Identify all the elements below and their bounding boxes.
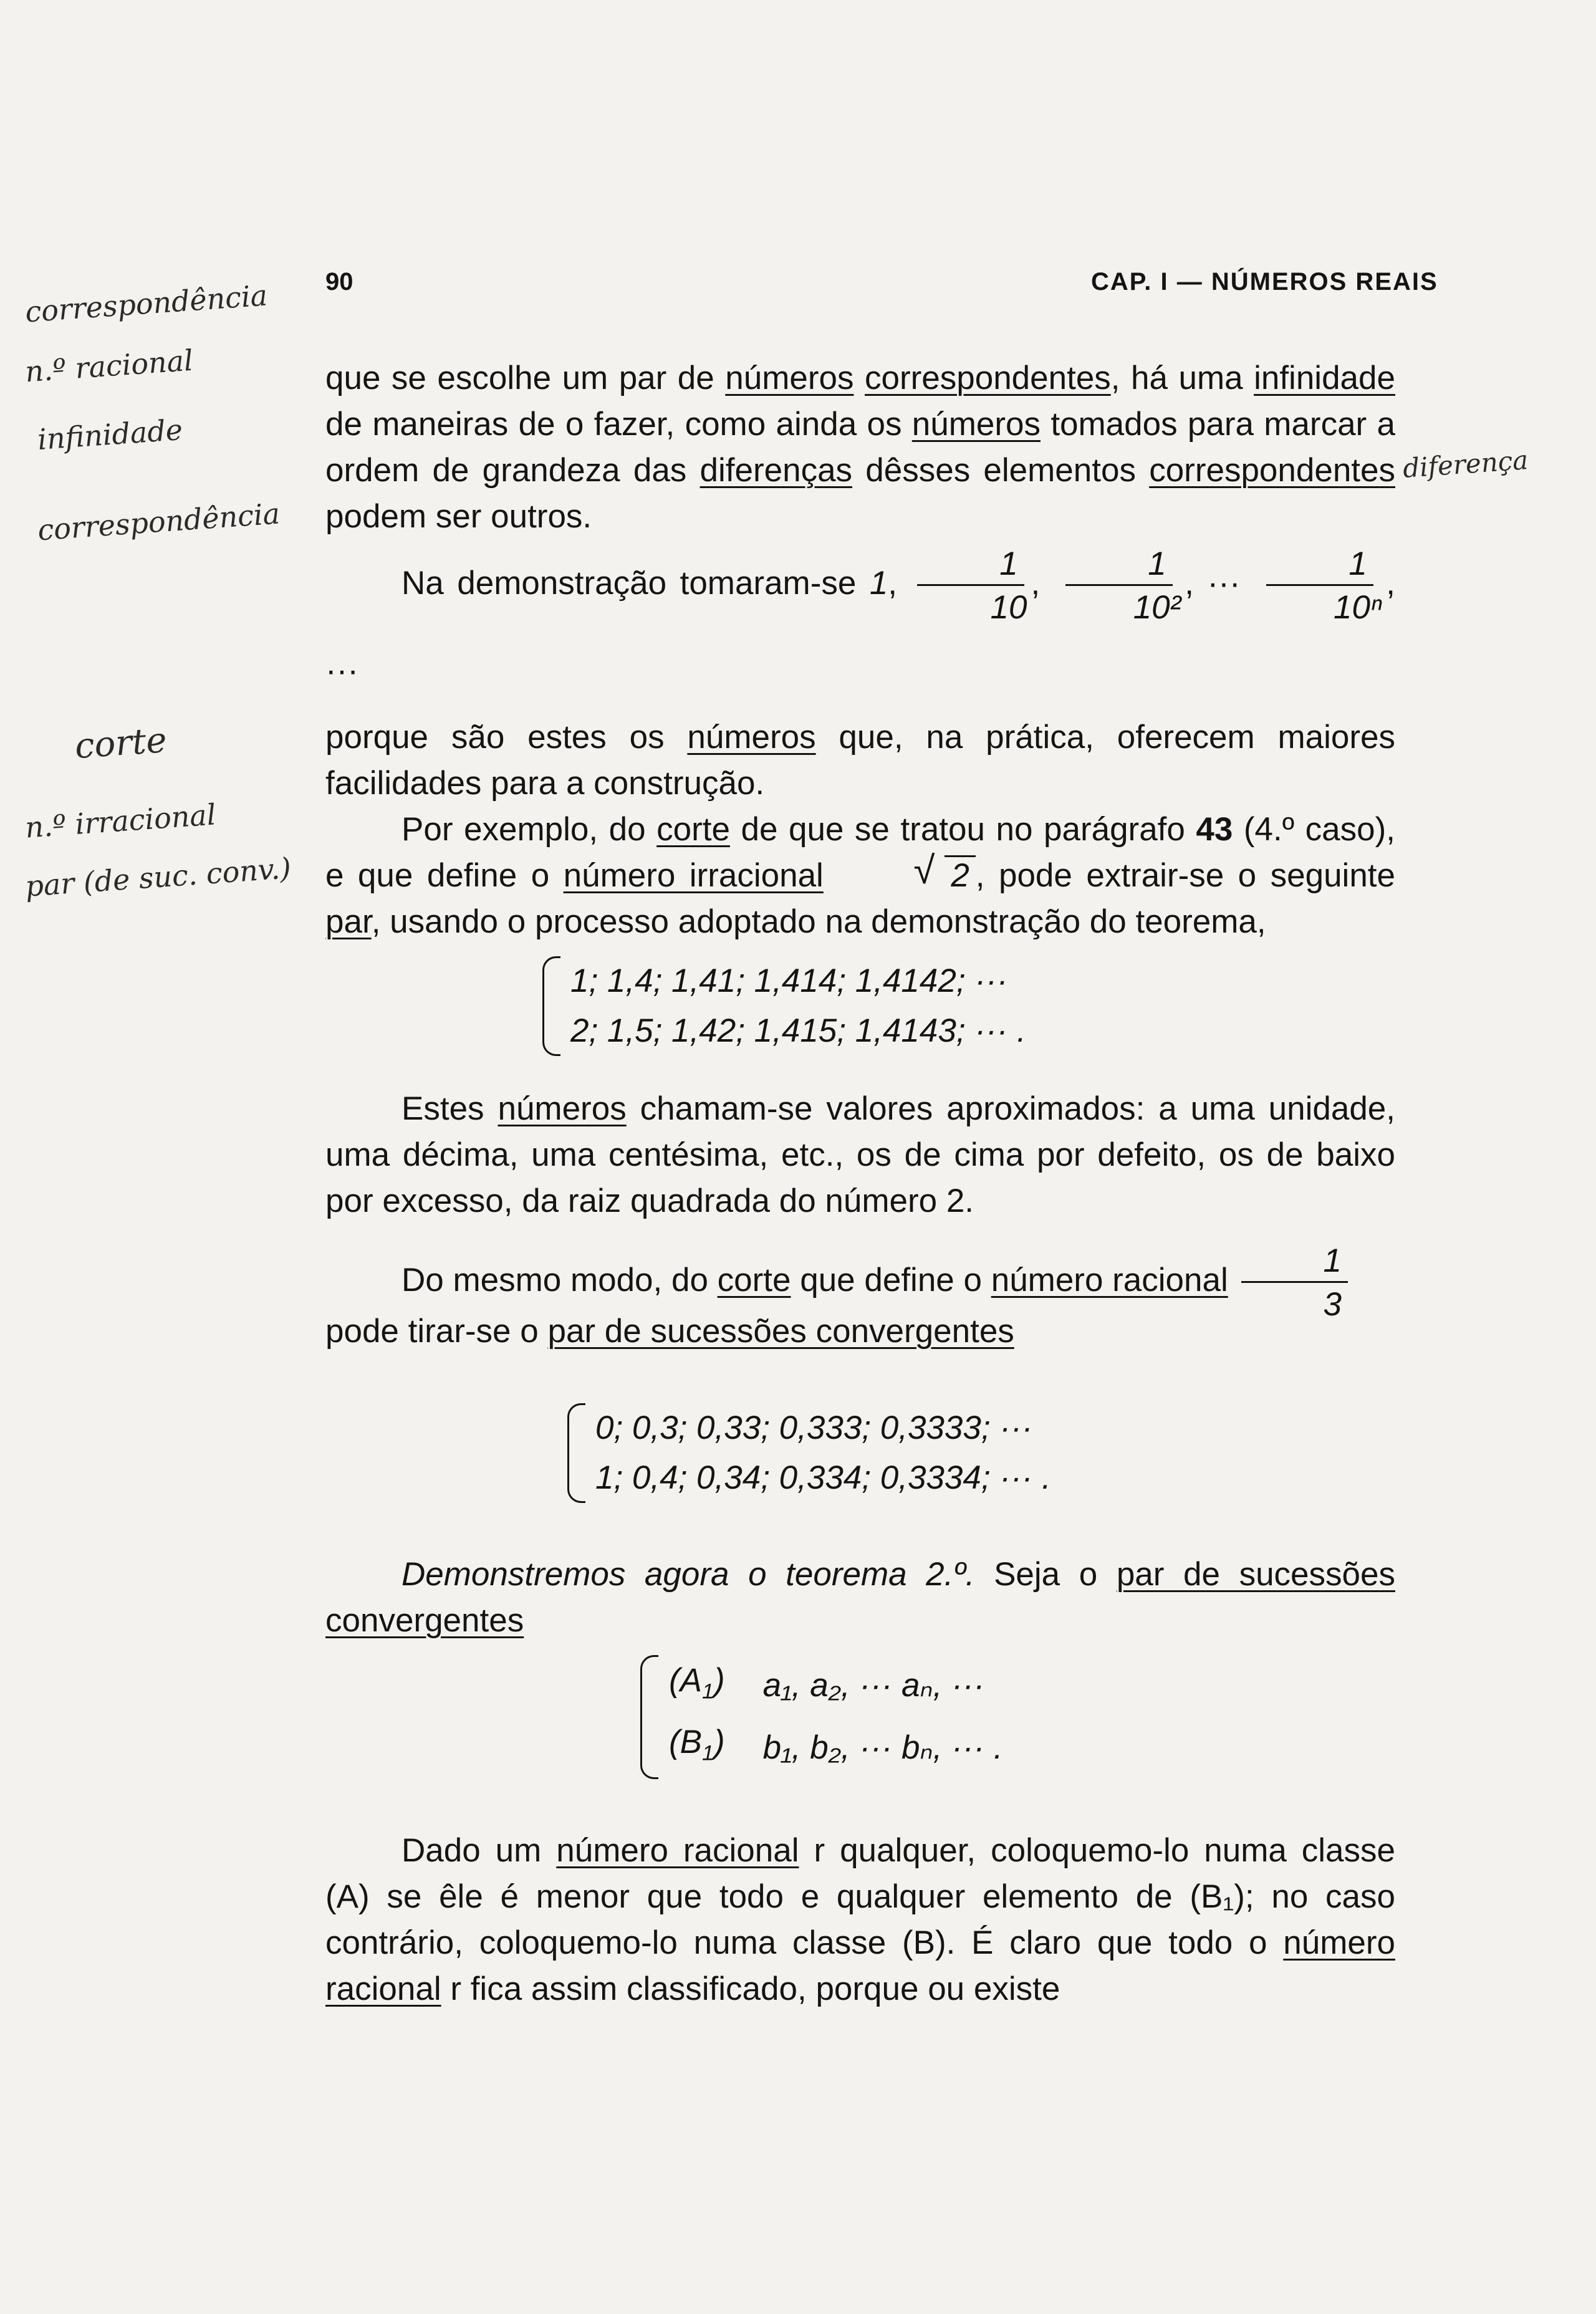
paragraph-1: que se escolhe um par de números correspondentes, há uma infinidade de maneiras de o fazer, como ainda os números tomados para marcar a ordem de grandeza das diferenças dêsses elementos correspondentes podem ser outros. — [325, 360, 1396, 535]
underline-par: par — [325, 903, 372, 940]
paragraph-5: Estes números chamam-se valores aproximados: a uma unidade, uma décima, uma centésima, etc., os de cima por defeito, os de baixo por excesso, da raiz quadrada do número 2. — [325, 1090, 1395, 1219]
underline-par-sucessoes: par de sucessões convergentes — [547, 1312, 1014, 1350]
paragraph-2: Na demonstração tomaram-se 1, $\frac{1}{10}$ , $\frac{1}{\text{10²}}$ , ··· $\frac{1}{\text{10ⁿ}}$ , ··· — [325, 545, 1395, 689]
margin-note-infinidade: infinidade — [36, 412, 184, 457]
underline-numeros-3: números — [687, 719, 816, 756]
left-brace — [542, 956, 560, 1056]
paragraph-4: Por exemplo, do corte de que se tratou no parágrafo 43 (4.º caso), e que define o número irracional √ 2 , pode extrair-se o seguinte par, usando o processo adoptado na demonstração do teorema, — [325, 811, 1396, 940]
underline-numeros-2: números — [911, 406, 1041, 443]
paragraph-6: Do mesmo modo, do corte que define o número racional $\frac{1}{3}$ — [325, 1243, 1395, 1321]
sequence-pair-general — [640, 1655, 1395, 1779]
paragraph-8: Dado um número racional r qualquer, coloquemo-lo numa classe (A) se êle é menor que todo e qualquer elemento de (B₁); no caso contrário, coloquemo-lo numa classe (B). É claro que todo o número racional r fica assim classificado, porque ou existe — [325, 1832, 1396, 2007]
sequence-row-upper-2: 1; 0,4; 0,34; 0,334; 0,3334; ··· . — [595, 1459, 1051, 1496]
sequence-pair-sqrt2 — [542, 956, 1395, 1056]
chapter-header: CAP. I — NÚMEROS REAIS — [1091, 268, 1438, 295]
page-number: 90 — [325, 268, 353, 295]
underline-corte-2: corte — [717, 1262, 791, 1299]
left-brace-2 — [567, 1403, 585, 1503]
underline-correspondentes-2: correspondentes — [1149, 452, 1395, 489]
sequence-row-B: $(B_1)$ b₁, b₂, ··· bₙ, ··· . — [669, 1724, 1003, 1766]
underline-numero-racional-2: número racional — [556, 1832, 799, 1869]
radical-sign: √ — [913, 849, 935, 892]
sequence-row-lower: 1; 1,4; 1,41; 1,414; 1,4142; ··· — [570, 963, 1008, 999]
underline-numeros-4: números — [498, 1090, 627, 1127]
fraction-1-3: $\frac{1}{3}$ — [1241, 1244, 1348, 1321]
left-brace-3 — [640, 1655, 658, 1779]
underline-numero-racional-3: número racional — [325, 1924, 1395, 2007]
underline-diferencas: diferenças — [699, 452, 853, 489]
fraction-1-10-squared: $\frac{1}{\text{10²}}$ — [1057, 547, 1181, 624]
paragraph-6-cont: pode tirar-se o par de sucessões convergentes — [325, 1312, 1014, 1350]
sequence-row-A: $(A_1)$ a₁, a₂, ··· aₙ, ··· — [669, 1661, 985, 1704]
underline-numeros: números — [725, 360, 854, 396]
page-body — [325, 355, 1395, 2012]
sequence-pair-one-third — [567, 1403, 1395, 1503]
underline-infinidade: infinidade — [1254, 360, 1395, 396]
underline-correspondentes: correspondentes — [864, 360, 1111, 396]
fraction-1-10: $\frac{1}{10}$ — [915, 547, 1027, 624]
underline-corte: corte — [656, 811, 730, 848]
sequence-row-lower-2: 0; 0,3; 0,33; 0,333; 0,3333; ··· — [595, 1409, 1033, 1446]
paragraph-reference: 43 — [1196, 811, 1233, 848]
underline-par-sucessoes-2: par de sucessões convergentes — [325, 1555, 1395, 1639]
margin-note-racional: n.º racional — [24, 343, 195, 389]
margin-note-par: par (de suc. conv.) — [24, 851, 292, 903]
theorem-statement: Demonstremos agora o teorema 2.º. — [401, 1555, 975, 1593]
paragraph-7: Demonstremos agora o teorema 2.º. Seja o par de sucessões convergentes — [325, 1555, 1395, 1639]
margin-note-irracional: n.º irracional — [24, 797, 218, 845]
underline-numero-irracional: número irracional — [563, 857, 824, 894]
paragraph-3: porque são estes os números que, na prática, oferecem maiores facilidades para a construção. — [325, 719, 1395, 802]
margin-note-corte: corte — [73, 719, 168, 767]
margin-note-correspondencia: correspondência — [24, 278, 269, 329]
underline-numero-racional: número racional — [991, 1262, 1228, 1299]
sequence-row-upper: 2; 1,5; 1,42; 1,415; 1,4143; ··· . — [570, 1012, 1026, 1049]
margin-note-diferenca: diferença — [1401, 444, 1529, 484]
fraction-1-10-n: $\frac{1}{\text{10ⁿ}}$ — [1257, 547, 1382, 624]
margin-note-correspondencia-2: correspondência — [36, 496, 281, 547]
square-root-2: √ 2 — [837, 853, 975, 899]
